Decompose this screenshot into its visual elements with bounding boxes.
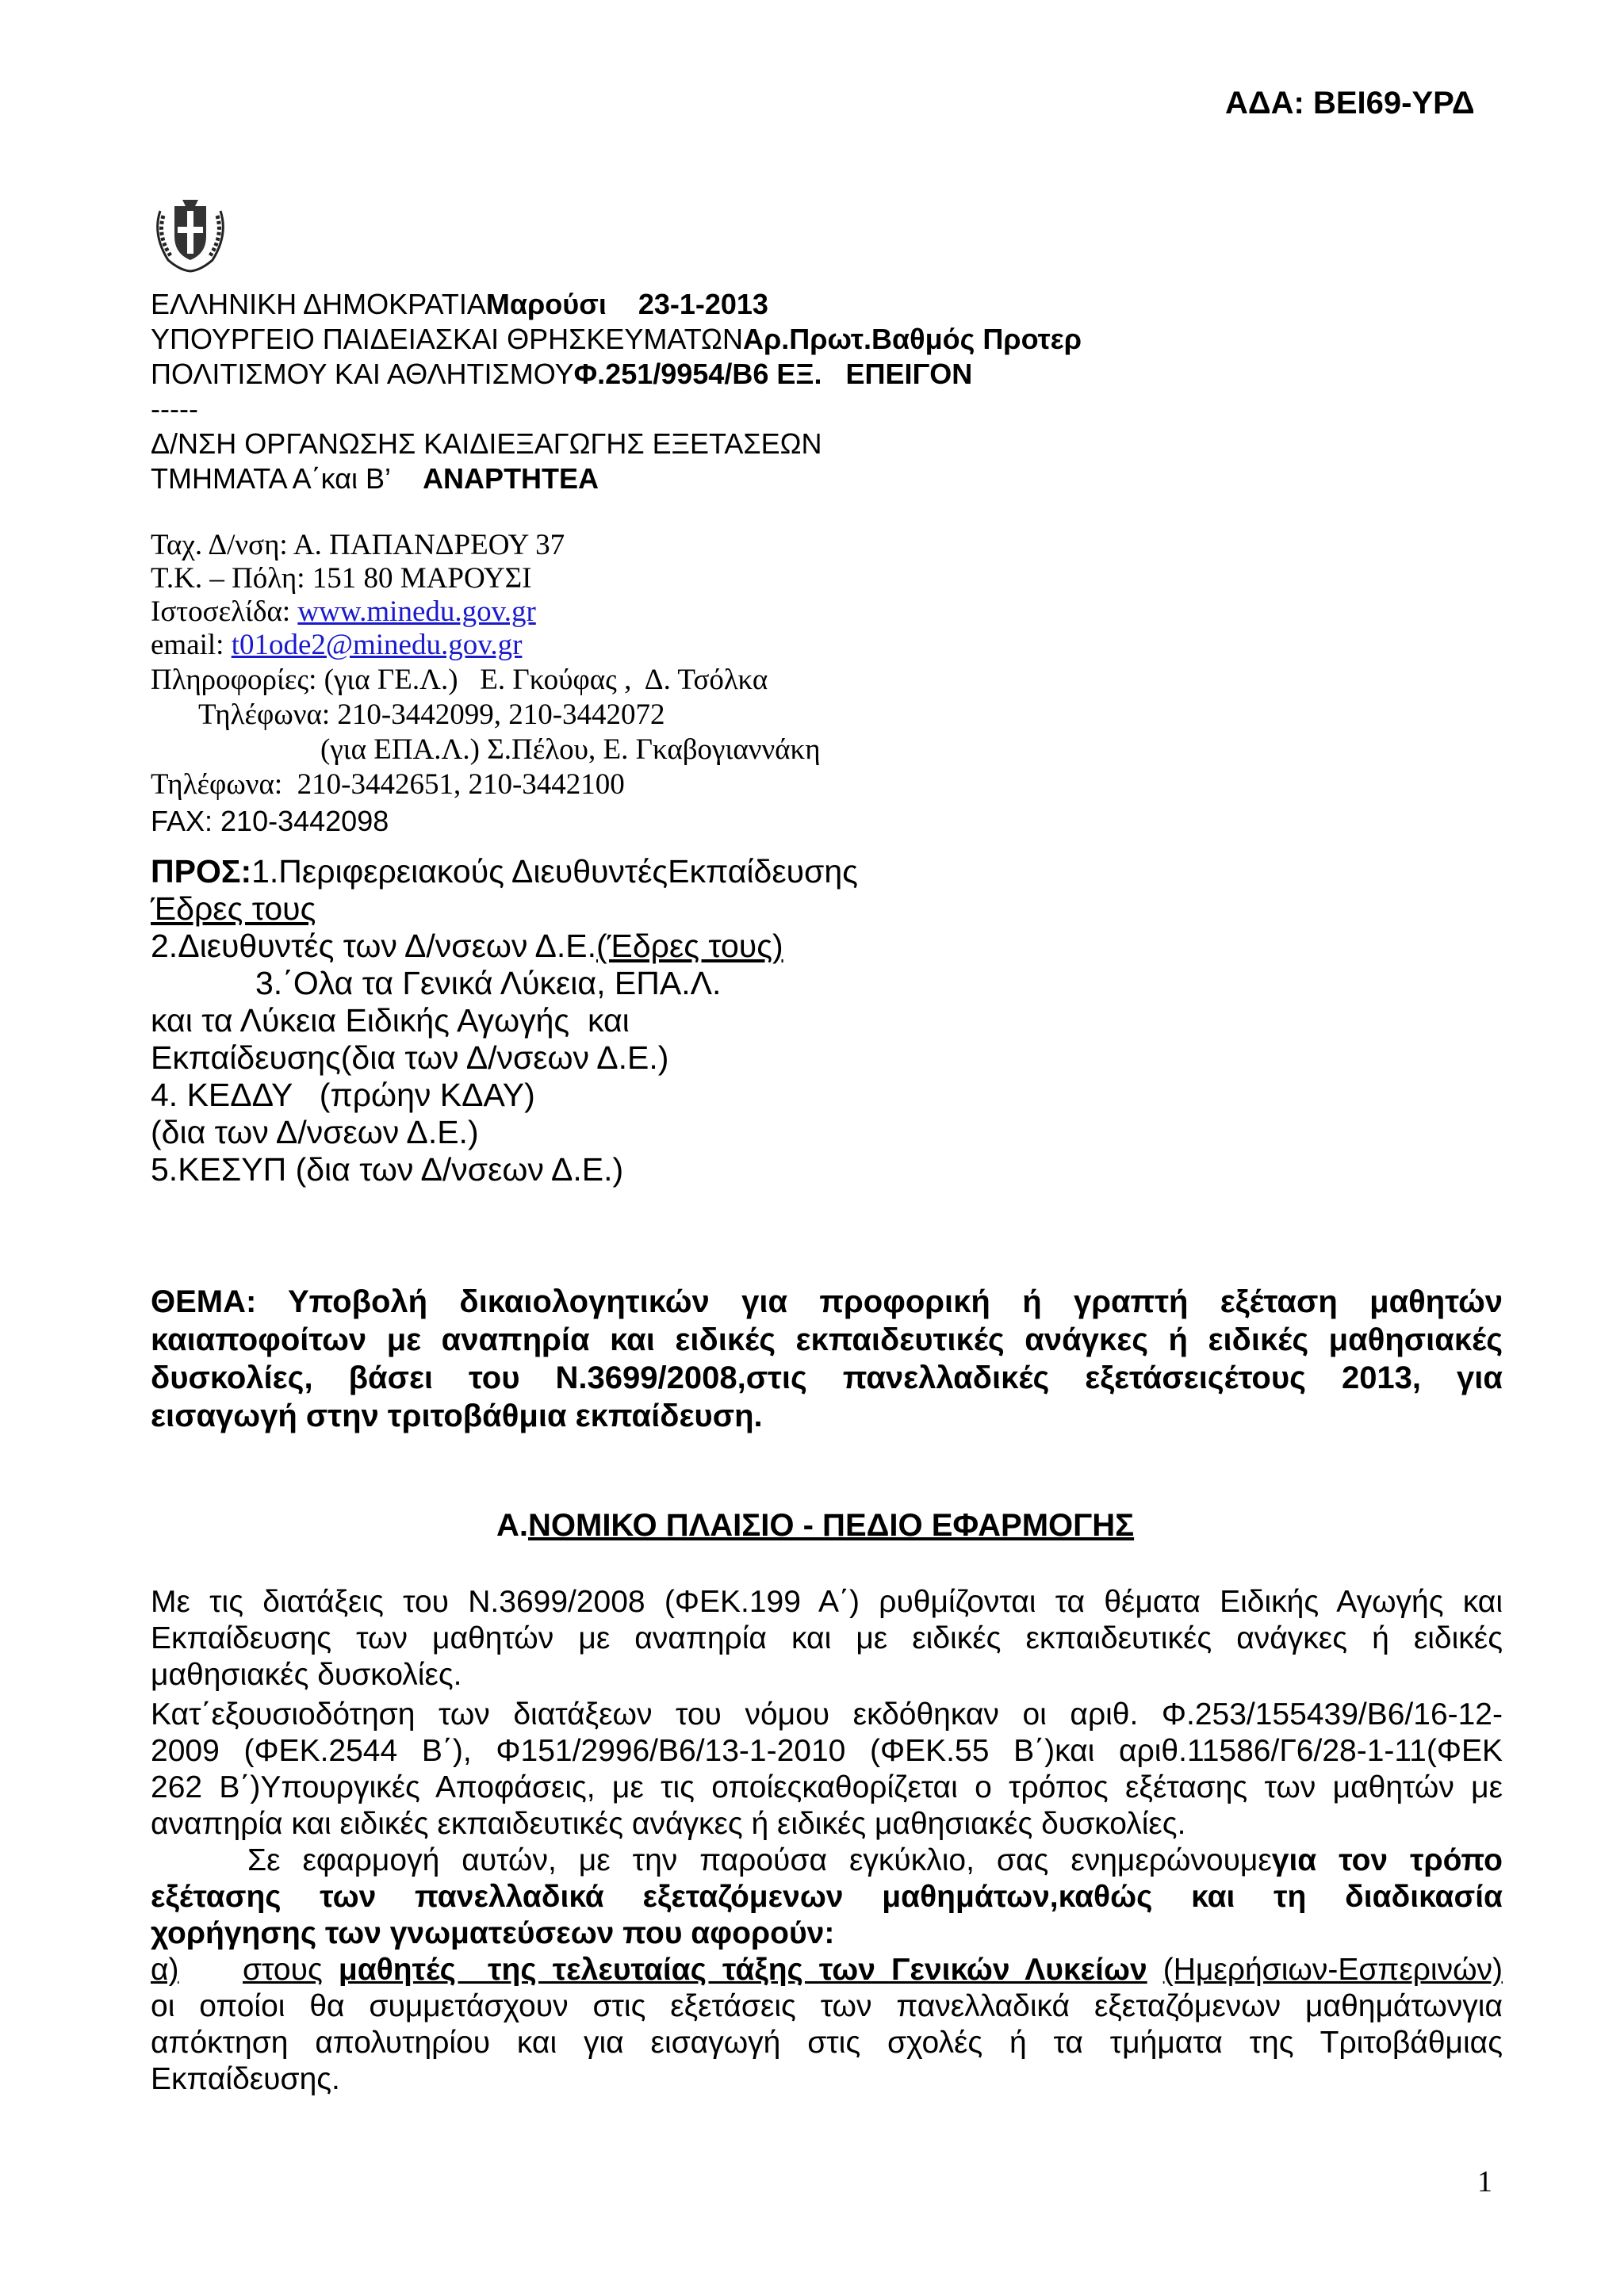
contact-phones-2: Τηλέφωνα: 210-3442651, 210-3442100 xyxy=(151,768,625,801)
contact-fax: FAX: 210-3442098 xyxy=(151,805,389,837)
subject-line-4: εισαγωγή στην τριτοβάθμια εκπαίδευση. xyxy=(151,1399,763,1433)
contact-info-2: (για ΕΠΑ.Λ.) Σ.Πέλου, Ε. Γκαβογιαννάκη xyxy=(320,733,821,766)
contact-address: Ταχ. Δ/νση: Α. ΠΑΠΑΝΔΡΕΟΥ 37 xyxy=(151,529,565,561)
email-link[interactable]: t01ode2@minedu.gov.gr xyxy=(231,629,523,661)
recipients-line-3c: Εκπαίδευσης(δια των Δ/νσεων Δ.Ε.) xyxy=(151,1039,669,1076)
subject-line-2: καιαποφοίτων με αναπηρία και ειδικές εκπαιδευτικές ανάγκες ή ειδικές μαθησιακές xyxy=(151,1322,1503,1357)
section-title: Α.ΝΟΜΙΚΟ ΠΛΑΙΣΙΟ - ΠΕΔΙΟ ΕΦΑΡΜΟΓΗΣ xyxy=(496,1508,1135,1543)
body-p2-line-4: αναπηρία και ειδικές εκπαιδευτικές ανάγκες ή ειδικές μαθησιακές δυσκολίες. xyxy=(151,1807,1186,1841)
subject-line-3: δυσκολίες, βάσει του Ν.3699/2008,στις πανελλαδικές εξετάσειςέτους 2013, για xyxy=(151,1360,1503,1395)
body-p3-line-1: Σε εφαρμογή αυτών, με την παρούσα εγκύκλιο, σας ενημερώνουμεγια τον τρόπο xyxy=(247,1843,1503,1877)
body-p4-line-2: οι οποίοι θα συμμετάσχουν στις εξετάσεις των πανελλαδικά εξεταζόμενων μαθημάτωνγια xyxy=(151,1989,1503,2023)
page-number: 1 xyxy=(1477,2165,1492,2198)
recipients-line-4b: (δια των Δ/νσεων Δ.Ε.) xyxy=(151,1114,479,1150)
recipients-line-1b: Έδρες τους xyxy=(151,890,316,927)
header-line-4: ----- xyxy=(151,392,198,425)
recipients-line-4: 4. ΚΕΔΔΥ (πρώην ΚΔΑΥ) xyxy=(151,1077,535,1113)
subject-line-1: ΘΕΜΑ: Υποβολή δικαιολογητικών για προφορική ή γραπτή εξέταση μαθητών xyxy=(151,1284,1503,1319)
recipients-line-1: ΠΡΟΣ:1.Περιφερειακούς ΔιευθυντέςΕκπαίδευσης xyxy=(151,853,858,890)
body-p4-line-3: απόκτηση απολυτηρίου και για εισαγωγή στις σχολές ή τα τμήματα της Τριτοβάθμιας xyxy=(151,2026,1503,2060)
body-p3-line-2: εξέτασης των πανελλαδικά εξεταζόμενων μαθημάτων,καθώς και τη διαδικασία xyxy=(151,1880,1503,1914)
recipients-line-3: 3.΄Ολα τα Γενικά Λύκεια, ΕΠΑ.Λ. xyxy=(255,965,722,1001)
recipients-line-3b: και τα Λύκεια Ειδικής Αγωγής και xyxy=(151,1002,630,1039)
body-p2-line-3: 262 Β΄)Υπουργικές Αποφάσεις, με τις οποίεςκαθορίζεται ο τρόπος εξέτασης των μαθητών με xyxy=(151,1770,1503,1804)
body-p1-line-1: Με τις διατάξεις του Ν.3699/2008 (ΦΕΚ.199 Α΄) ρυθμίζονται τα θέματα Ειδικής Αγωγής και xyxy=(151,1585,1503,1619)
body-p1-line-2: Εκπαίδευσης των μαθητών με αναπηρία και με ειδικές εκπαιδευτικές ανάγκες ή ειδικές xyxy=(151,1621,1503,1655)
body-p1-line-3: μαθησιακές δυσκολίες. xyxy=(151,1658,462,1692)
header-line-5: Δ/ΝΣΗ ΟΡΓΑΝΩΣΗΣ ΚΑΙΔΙΕΞΑΓΩΓΗΣ ΕΞΕΤΑΣΕΩΝ xyxy=(151,427,822,460)
website-link[interactable]: www.minedu.gov.gr xyxy=(297,595,536,628)
contact-info: Πληροφορίες: (για ΓΕ.Λ.) Ε. Γκούφας , Δ. Τσόλκα xyxy=(151,664,768,696)
greek-emblem-icon xyxy=(144,195,236,274)
contact-phones-1: Τηλέφωνα: 210-3442099, 210-3442072 xyxy=(198,698,665,731)
body-p4-line-4: Εκπαίδευσης. xyxy=(151,2062,340,2096)
contact-website-line: Ιστοσελίδα: www.minedu.gov.gr xyxy=(151,595,536,628)
recipients-line-2: 2.Διευθυντές των Δ/νσεων Δ.Ε.(Έδρες τους) xyxy=(151,928,783,964)
ada-code: ΑΔΑ: ΒΕΙ69-ΥΡΔ xyxy=(1225,86,1475,121)
body-p2-line-1: Κατ΄εξουσιοδότηση των διατάξεων του νόμου εκδόθηκαν οι αριθ. Φ.253/155439/Β6/16-12- xyxy=(151,1697,1503,1732)
header-line-2: ΥΠΟΥΡΓΕΙΟ ΠΑΙΔΕΙΑΣΚΑΙ ΘΡΗΣΚΕΥΜΑΤΩΝΑρ.Πρωτ.Βαθμός Προτερ xyxy=(151,323,1082,355)
recipients-line-5: 5.ΚΕΣΥΠ (δια των Δ/νσεων Δ.Ε.) xyxy=(151,1151,624,1188)
contact-email-line: email: t01ode2@minedu.gov.gr xyxy=(151,629,523,661)
header-line-6: ΤΜΗΜΑΤΑ Α΄και Β’ ΑΝΑΡΤΗΤΕΑ xyxy=(151,462,599,495)
body-p4-line-1: α) στους μαθητές της τελευταίας τάξης των Γενικών Λυκείων (Ημερήσιων-Εσπερινών) xyxy=(151,1953,1503,1987)
body-p3-line-3: χορήγησης των γνωματεύσεων που αφορούν: xyxy=(151,1916,835,1950)
body-p2-line-2: 2009 (ΦΕΚ.2544 Β΄), Φ151/2996/Β6/13-1-2010 (ΦΕΚ.55 Β΄)και αριθ.11586/Γ6/28-1-11(ΦΕΚ xyxy=(151,1734,1503,1768)
header-line-3: ΠΟΛΙΤΙΣΜΟΥ ΚΑΙ ΑΘΛΗΤΙΣΜΟΥΦ.251/9954/Β6 ΕΞ. ΕΠΕΙΓΟΝ xyxy=(151,358,973,390)
contact-postal: Τ.Κ. – Πόλη: 151 80 ΜΑΡΟΥΣΙ xyxy=(151,562,532,595)
header-line-1: ΕΛΛΗΝΙΚΗ ΔΗΜΟΚΡΑΤΙΑΜαρούσι 23-1-2013 xyxy=(151,288,768,320)
